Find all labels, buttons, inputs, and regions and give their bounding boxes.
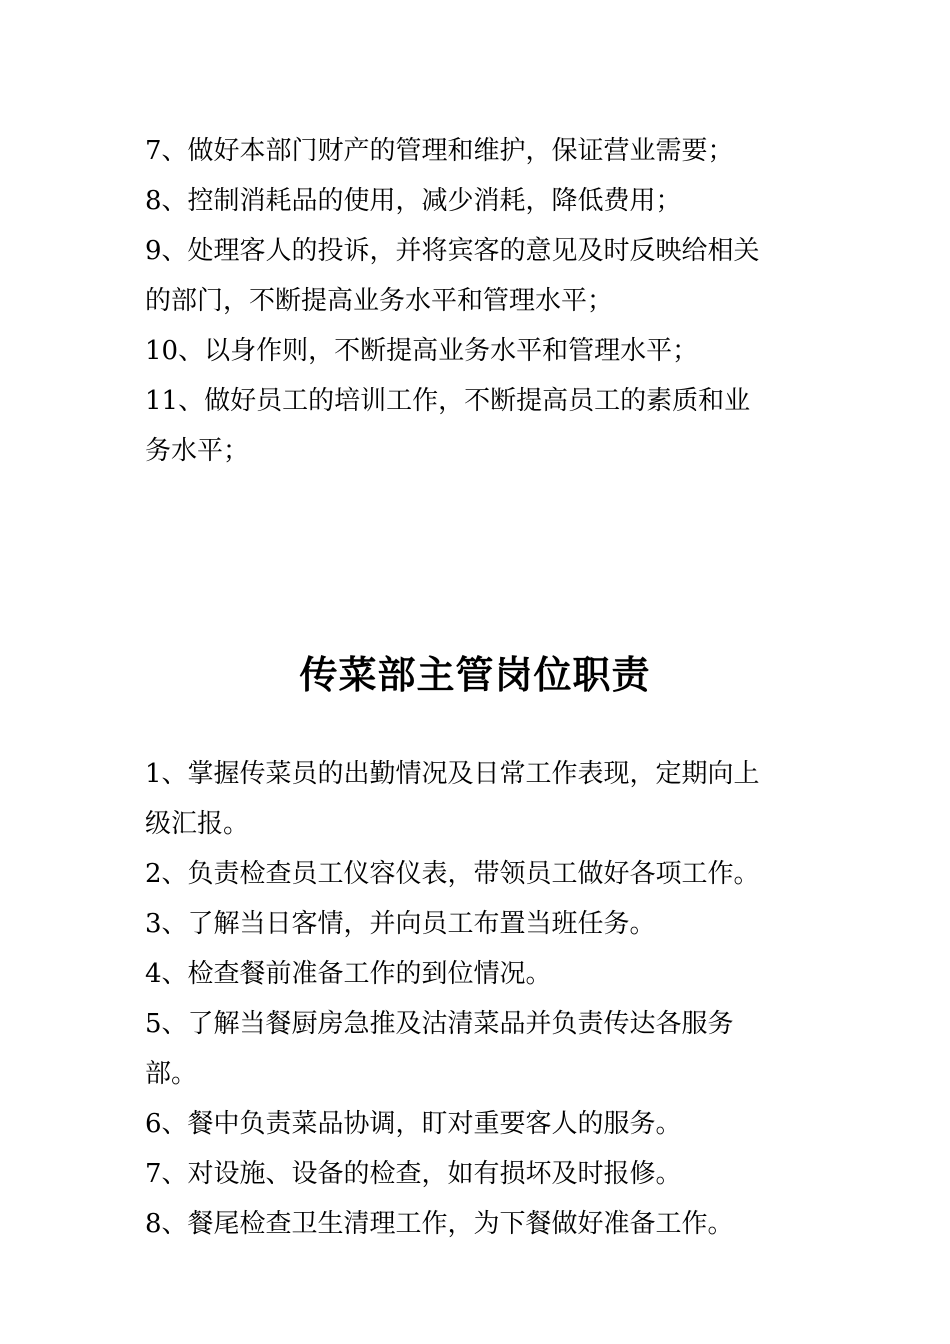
section-title: 传菜部主管岗位职责 — [299, 652, 651, 697]
duty-line: 务水平； — [145, 436, 250, 466]
duty-line: 部。 — [145, 1059, 198, 1089]
duty-line: 级汇报。 — [145, 809, 250, 839]
duty-line: 6、餐中负责菜品协调，盯对重要客人的服务。 — [145, 1109, 682, 1139]
duty-line: 8、控制消耗品的使用，减少消耗，降低费用； — [145, 186, 682, 216]
duty-line: 7、做好本部门财产的管理和维护，保证营业需要； — [145, 136, 734, 166]
supervisor-duties-list — [145, 749, 810, 1249]
duty-line: 3、了解当日客情，并向员工布置当班任务。 — [145, 909, 656, 939]
duty-line: 2、负责检查员工仪容仪表，带领员工做好各项工作。 — [145, 859, 760, 889]
duty-line: 7、对设施、设备的检查，如有损坏及时报修。 — [145, 1159, 682, 1189]
duty-line: 的部门，不断提高业务水平和管理水平； — [145, 286, 614, 316]
duty-line: 10、以身作则，不断提高业务水平和管理水平； — [145, 336, 699, 366]
duty-line: 5、了解当餐厨房急推及沽清菜品并负责传达各服务 — [145, 1009, 734, 1039]
duty-line: 9、处理客人的投诉，并将宾客的意见及时反映给相关 — [145, 236, 760, 266]
duty-line: 1、掌握传菜员的出勤情况及日常工作表现，定期向上 — [145, 759, 760, 789]
duty-line: 11、做好员工的培训工作，不断提高员工的素质和业 — [145, 386, 751, 416]
duty-line: 8、餐尾检查卫生清理工作，为下餐做好准备工作。 — [145, 1209, 734, 1239]
duty-line: 4、检查餐前准备工作的到位情况。 — [145, 959, 552, 989]
previous-duties-list — [145, 126, 810, 476]
